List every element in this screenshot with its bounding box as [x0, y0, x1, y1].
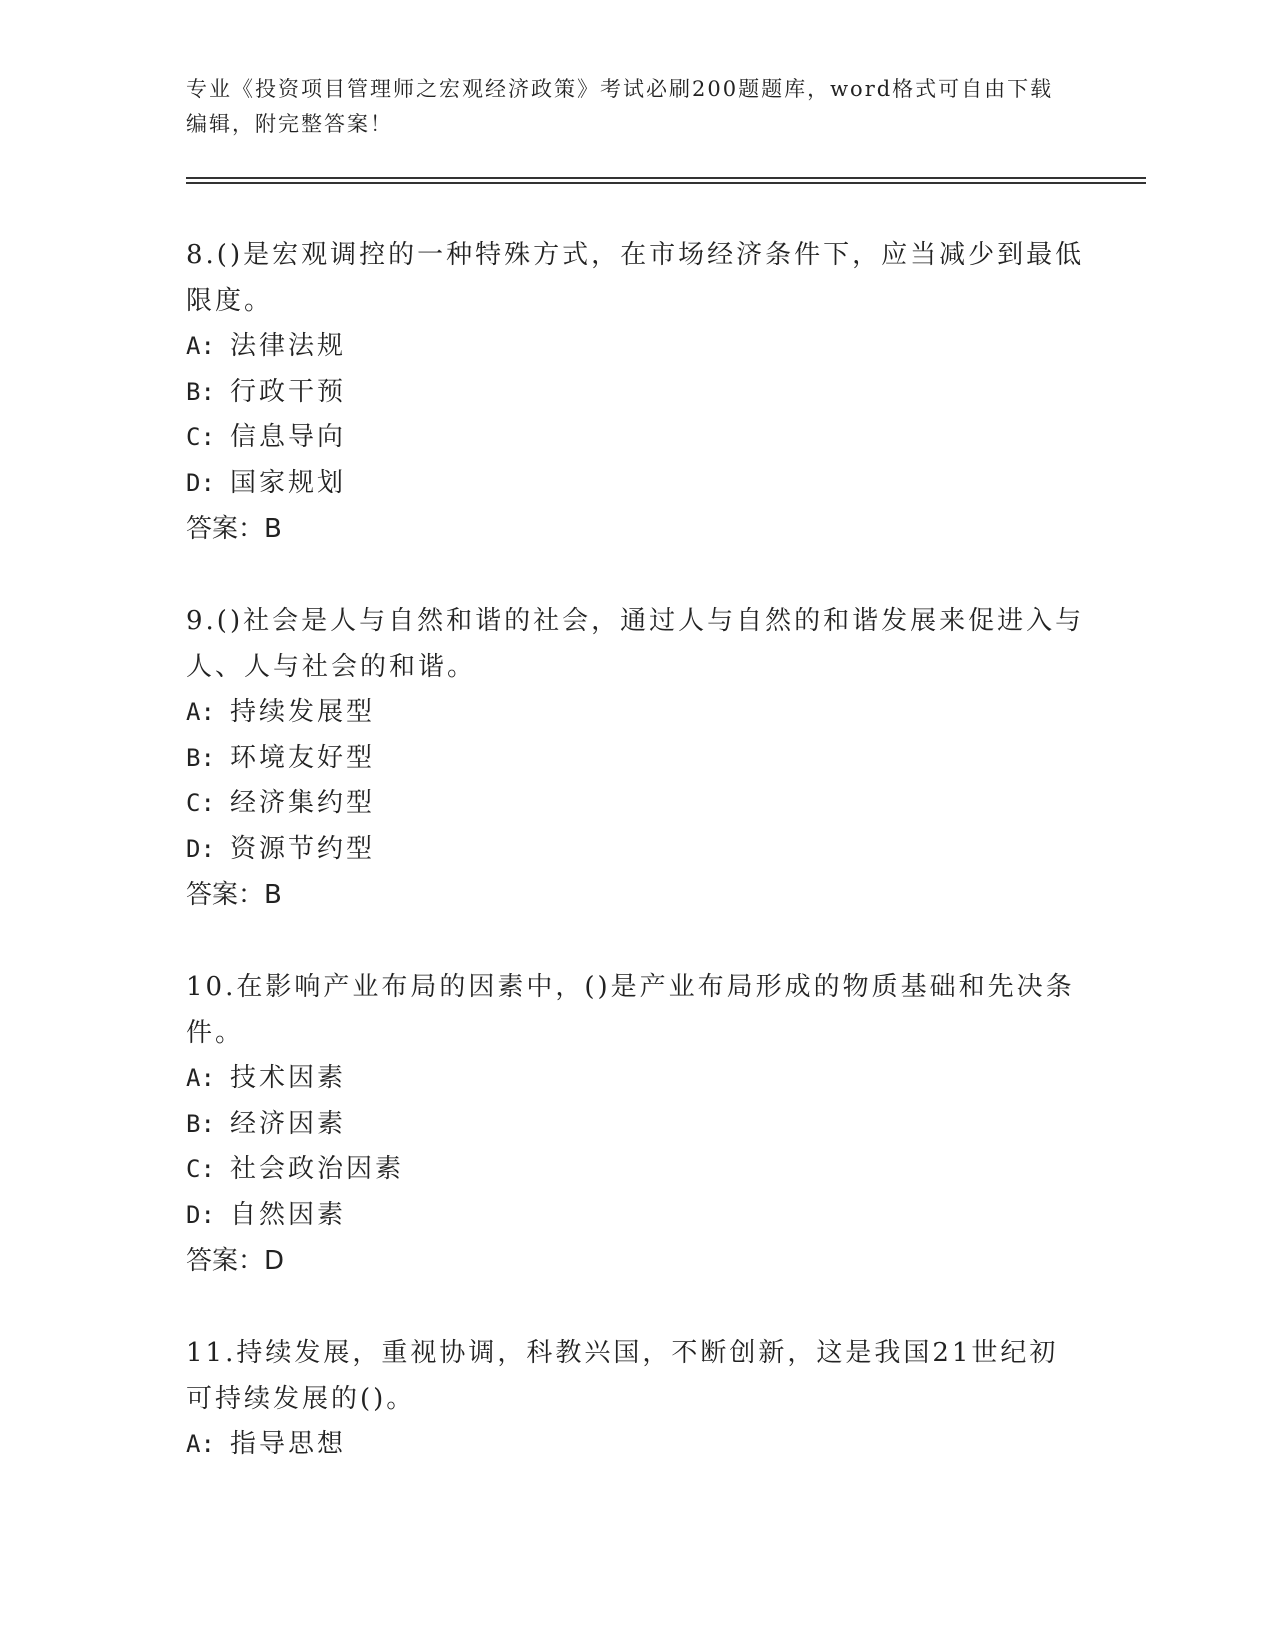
option-text: 技术因素 [230, 1063, 347, 1093]
question-item [186, 598, 1086, 918]
option-letter: C: [186, 789, 215, 817]
option-a [186, 1422, 1086, 1468]
option-b [186, 736, 1086, 782]
header-divider-bottom [186, 182, 1146, 184]
option-letter: C: [186, 1155, 215, 1183]
option-letter: D: [186, 1200, 215, 1229]
question-stem: 10.在影响产业布局的因素中，()是产业布局形成的物质基础和先决条件。 [186, 972, 1075, 1048]
option-letter: B: [186, 743, 215, 772]
option-letter: D: [186, 468, 215, 497]
option-d [186, 827, 1086, 873]
option-text: 行政干预 [230, 376, 347, 407]
option-d [186, 461, 1086, 507]
option-text: 经济集约型 [230, 788, 376, 818]
option-a [186, 1056, 1086, 1102]
answer-line: 答案：D [186, 1246, 285, 1276]
option-text: 社会政治因素 [230, 1154, 405, 1184]
question-stem: 8.()是宏观调控的一种特殊方式，在市场经济条件下，应当减少到最低限度。 [186, 240, 1085, 316]
option-text: 法律法规 [230, 331, 347, 361]
option-a [186, 324, 1086, 370]
option-b [186, 1102, 1086, 1148]
option-letter: C: [186, 423, 215, 451]
answer-line: 答案：B [186, 514, 282, 544]
question-stem: 9.()社会是人与自然和谐的社会，通过人与自然的和谐发展来促进入与人、人与社会的和谐。 [186, 606, 1085, 682]
question-item [186, 232, 1086, 552]
question-list [186, 232, 1086, 1514]
question-item [186, 964, 1086, 1284]
question-item [186, 1330, 1086, 1468]
option-letter: B: [186, 1109, 215, 1138]
option-text: 国家规划 [230, 467, 347, 498]
option-c [186, 1147, 1086, 1193]
option-c [186, 781, 1086, 827]
option-letter: A: [186, 698, 215, 726]
option-text: 经济因素 [230, 1108, 347, 1139]
option-a [186, 690, 1086, 736]
option-letter: B: [186, 377, 215, 406]
option-b [186, 370, 1086, 416]
option-c [186, 415, 1086, 461]
option-text: 持续发展型 [230, 697, 376, 727]
option-letter: A: [186, 1430, 215, 1458]
option-letter: D: [186, 834, 215, 863]
answer-line: 答案：B [186, 880, 282, 910]
header-divider-top [186, 177, 1146, 179]
option-text: 自然因素 [230, 1199, 347, 1230]
option-d [186, 1193, 1086, 1239]
question-stem: 11.持续发展，重视协调，科教兴国，不断创新，这是我国21世纪初可持续发展的()。 [186, 1338, 1059, 1414]
option-letter: A: [186, 332, 215, 360]
option-text: 信息导向 [230, 422, 347, 452]
document-header: 专业《投资项目管理师之宏观经济政策》考试必刷200题题库，word格式可自由下载编辑，附完整答案！ [186, 77, 1054, 136]
option-text: 资源节约型 [230, 833, 376, 864]
option-text: 指导思想 [230, 1429, 347, 1459]
option-text: 环境友好型 [230, 742, 376, 773]
option-letter: A: [186, 1064, 215, 1092]
